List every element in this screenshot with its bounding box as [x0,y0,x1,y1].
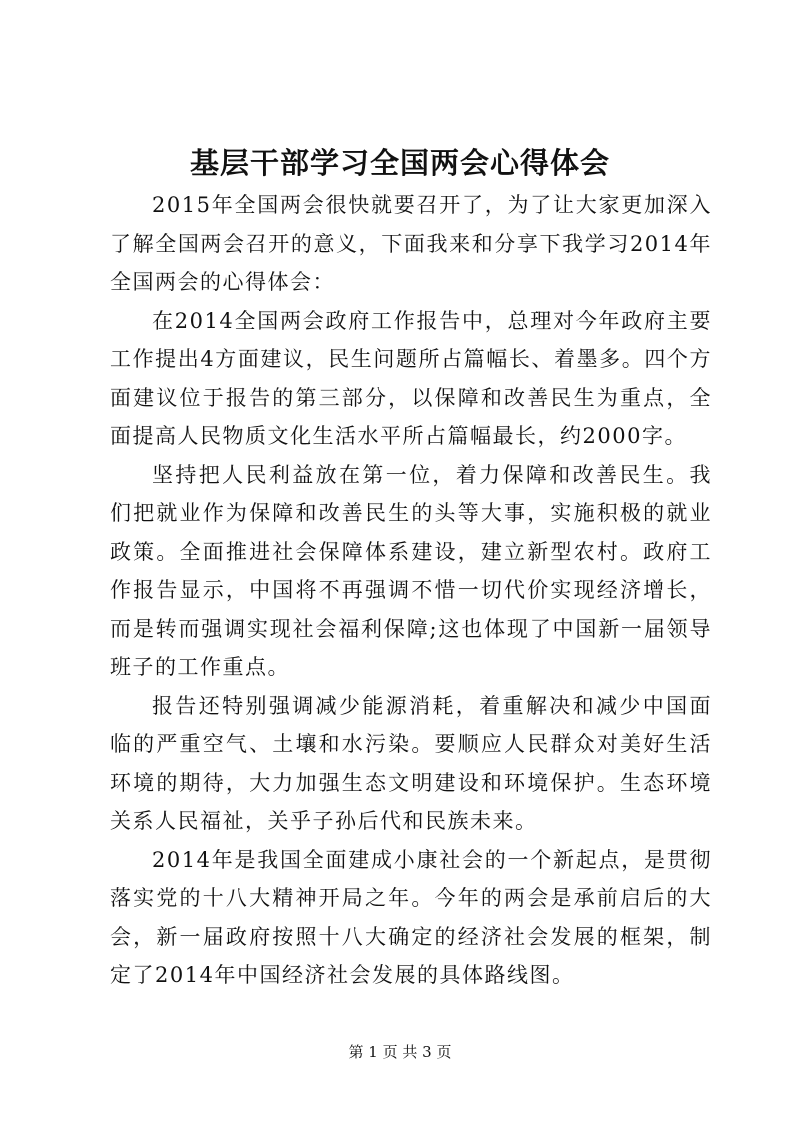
paragraph-5: 2014年是我国全面建成小康社会的一个新起点，是贯彻落实党的十八大精神开局之年。今年的两会是承前启后的大会，新一届政府按照十八大确定的经济社会发展的框架，制定了2014年中国经济社会发展的具体路线图。 [110,847,712,987]
paragraph-4: 报告还特别强调减少能源消耗，着重解决和减少中国面临的严重空气、土壤和水污染。要顺应人民群众对美好生活环境的期待，大力加强生态文明建设和环境保护。生态环境关系人民福祉，关乎子孙后代和民族未来。 [110,693,712,833]
document-body [110,186,712,995]
paragraph-3: 坚持把人民利益放在第一位，着力保障和改善民生。我们把就业作为保障和改善民生的头等大事，实施积极的就业政策。全面推进社会保障体系建设，建立新型农村。政府工作报告显示，中国将不再强调不惜一切代价实现经济增长，而是转而强调实现社会福利保障;这也体现了中国新一届领导班子的工作重点。 [110,462,712,679]
page-number-footer: 第 1 页 共 3 页 [348,1043,452,1061]
paragraph-2: 在2014全国两会政府工作报告中，总理对今年政府主要工作提出4方面建议，民生问题所占篇幅长、着墨多。四个方面建议位于报告的第三部分，以保障和改善民生为重点，全面提高人民物质文化生活水平所占篇幅最长，约2000字。 [110,308,712,448]
document-title: 基层干部学习全国两会心得体会 [189,146,610,180]
paragraph-1: 2015年全国两会很快就要召开了，为了让大家更加深入了解全国两会召开的意义，下面我来和分享下我学习2014年全国两会的心得体会： [110,193,712,294]
